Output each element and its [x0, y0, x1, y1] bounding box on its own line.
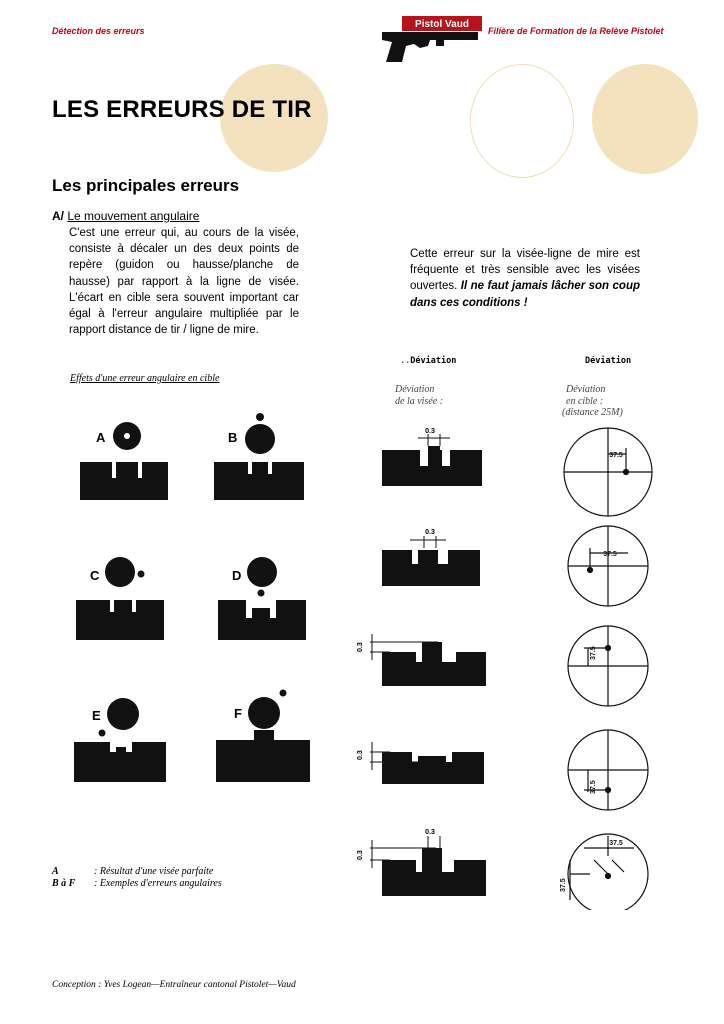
sight-picture-c	[76, 557, 164, 640]
figure-caption: Effets d'une erreur angulaire en cible	[70, 373, 220, 384]
label-a: A	[96, 430, 106, 445]
header-right-title: Filière de Formation de la Relève Pistolet	[488, 26, 664, 36]
sight-pictures-a-f	[60, 400, 330, 800]
column-sub-visee-line1: Déviation	[395, 384, 435, 395]
column-sub-cible-line1: Déviation	[566, 384, 606, 395]
sight-picture-a	[80, 422, 168, 500]
dim-label-row-5: 0.3	[425, 829, 435, 836]
legend-key-b-f: B à F	[52, 878, 76, 889]
header-left-title: Détection des erreurs	[52, 26, 145, 36]
column-sub-cible-line2: en cible :	[566, 395, 604, 407]
paragraph-warning-text: Cette erreur sur la visée-ligne de mire est fréquente et très sensible avec les visées ouvertes.	[410, 248, 640, 293]
logo-text: Pistol Vaud	[415, 19, 469, 30]
dim-label-row-5-side: 0.3	[357, 850, 364, 860]
sight-picture-e	[74, 698, 166, 782]
deviation-sight-row-4	[357, 742, 484, 784]
target-dim-row-2: 37.5	[603, 551, 617, 558]
target-dim-row-5-side: 37.5	[560, 878, 567, 892]
footer-credit: Conception : Yves Logean—Entraîneur cantonal Pistolet—Vaud	[52, 980, 296, 990]
target-dim-row-5: 37.5	[609, 840, 623, 847]
label-d: D	[232, 568, 242, 583]
target-row-1	[564, 428, 652, 516]
page-title: LES ERREURS DE TIR	[52, 96, 312, 123]
paragraph-warning-emphasis: Il ne faut jamais lâcher son coup dans ces conditions !	[410, 280, 640, 309]
dim-label-row-1: 0.3	[425, 428, 435, 435]
sight-picture-b	[214, 413, 304, 500]
deviation-sight-row-2	[382, 529, 480, 586]
sight-picture-d	[218, 557, 306, 640]
paragraph-angular-definition: C'est une erreur qui, au cours de la visée, consiste à décaler un des deux points de repère (guidon ou hausse/planche de hausse) par rapport à la ligne de visée. L'écart en cible sera souvent important car égal à l'erreur angulaire multipliée par le rapport distance de tir / ligne de mire.	[69, 227, 299, 337]
legend-item-a	[52, 866, 222, 878]
label-c: C	[90, 568, 100, 583]
decorative-circle-beige-right	[592, 64, 698, 174]
legend-text-a: : Résultat d'une visée parfaite	[94, 866, 214, 877]
legend-key-a: A	[52, 866, 59, 877]
target-row-4	[568, 730, 648, 810]
figure-legend	[52, 866, 222, 890]
target-dim-row-4: 37.5	[590, 780, 597, 794]
deviation-sight-row-3	[357, 634, 486, 686]
legend-item-b-f	[52, 878, 222, 890]
label-e: E	[92, 708, 101, 723]
section-subtitle: Les principales erreurs	[52, 176, 240, 195]
paragraph-warning	[410, 246, 640, 311]
deviation-sight-row-5	[357, 829, 486, 896]
sight-picture-f	[216, 690, 310, 783]
target-row-3	[568, 626, 648, 706]
label-b: B	[228, 430, 238, 445]
sight-deviation-column	[350, 420, 500, 900]
column-head-cible: Déviation	[585, 356, 632, 366]
target-row-5	[560, 834, 648, 910]
label-f: F	[234, 706, 242, 721]
column-sub-cible-line3: (distance 25M)	[562, 407, 623, 418]
target-deviation-column	[550, 420, 670, 910]
column-sub-visee	[395, 384, 443, 407]
column-sub-cible	[562, 384, 623, 419]
section-heading-label: Le mouvement angulaire	[67, 209, 200, 223]
dim-label-row-2: 0.3	[425, 529, 435, 536]
deviation-sight-row-1	[382, 428, 482, 486]
dim-label-row-4: 0.3	[357, 750, 364, 760]
decorative-circle-outline	[470, 64, 574, 178]
target-dim-row-3: 37.5	[590, 646, 597, 660]
column-head-visee: ..Déviation	[400, 356, 457, 366]
column-sub-visee-line2: de la visée :	[395, 395, 444, 407]
target-dim-row-1: 37.5	[609, 452, 623, 459]
dim-label-row-3: 0.3	[357, 642, 364, 652]
target-row-2	[568, 526, 648, 606]
section-heading	[52, 209, 199, 223]
section-prefix: A/	[52, 209, 64, 223]
legend-text-b-f: : Exemples d'erreurs angulaires	[94, 878, 222, 889]
column-head-visee-label: Déviation	[410, 356, 457, 366]
pistol-vaud-logo	[378, 12, 490, 64]
